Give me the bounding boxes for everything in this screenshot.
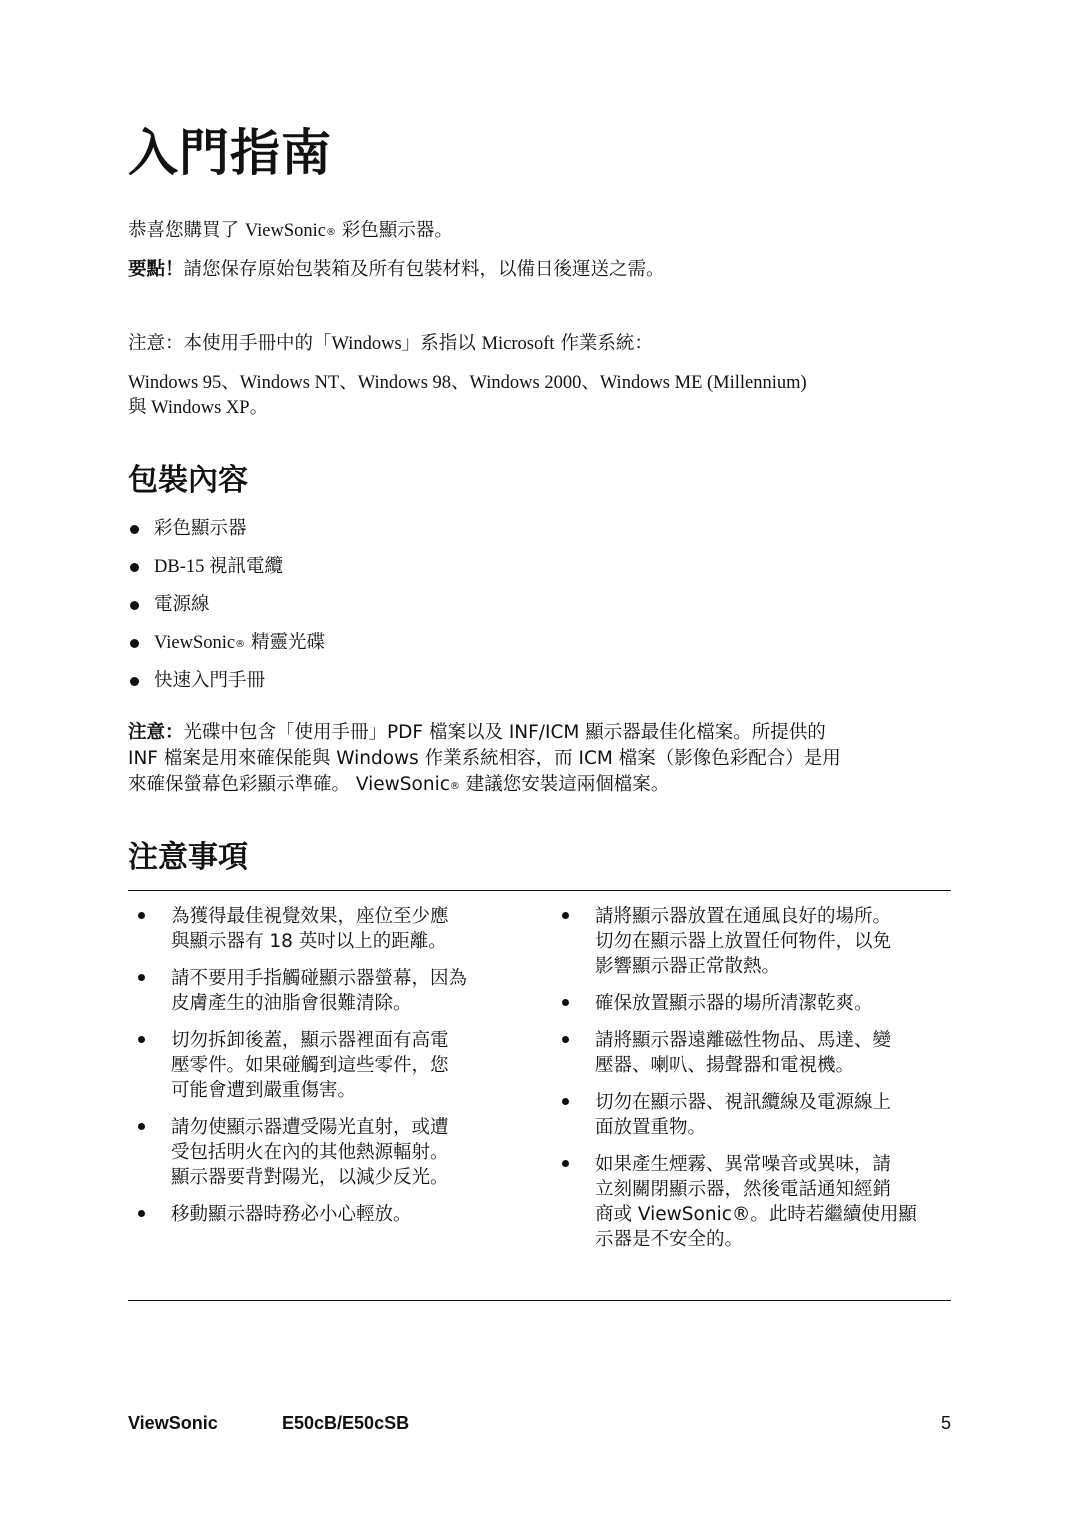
list-item: 如果產生煙霧、異常噪音或異味，請 立刻關閉顯示器，然後電話通知經銷 商或 ViewSonic®。此時若繼續使用顯 示器是不安全的。 [552, 1152, 951, 1252]
list-item [128, 592, 325, 630]
list-item: 請將顯示器放置在通風良好的場所。 切勿在顯示器上放置任何物件，以免 影響顯示器正常散熱。 [552, 904, 951, 979]
intro-note [128, 331, 951, 357]
precautions-right [552, 904, 951, 1264]
precautions-heading: 注意事項 [128, 840, 248, 875]
note-prefix: 注意：本使用手冊中的「 [128, 333, 332, 354]
list-item [128, 554, 325, 592]
item-text: ViewSonic [154, 633, 236, 653]
registered-mark: ® [326, 227, 336, 238]
intro-congrats [128, 218, 951, 244]
list-item [128, 630, 325, 668]
list-item [128, 668, 325, 706]
item-text: 彩色顯示器 [154, 518, 247, 539]
os-line-1: Windows 95、Windows NT、Windows 98、Windows 2000、Windows ME (Millennium) [128, 373, 807, 393]
list-item: 請勿使顯示器遭受陽光直射，或遭 受包括明火在內的其他熱源輻射。 顯示器要背對陽光，以減少反光。 [128, 1115, 533, 1190]
list-item: 為獲得最佳視覺效果，座位至少應 與顯示器有 18 英吋以上的距離。 [128, 904, 533, 954]
package-heading: 包裝內容 [128, 463, 248, 498]
list-item: 切勿在顯示器、視訊纜線及電源線上 面放置重物。 [552, 1090, 951, 1140]
precautions-left [128, 904, 533, 1239]
bottom-divider [128, 1300, 951, 1301]
intro-important [128, 257, 951, 283]
note-text: 來確保螢幕色彩顯示準確。 ViewSonic [128, 774, 450, 795]
item-suffix: 精靈光碟 [245, 632, 325, 653]
package-note-line-1 [128, 720, 951, 746]
item-text: 快速入門手冊 [154, 670, 266, 691]
page-title: 入門指南 [128, 124, 332, 182]
brand-text: ViewSonic [244, 221, 326, 241]
important-label: 要點！ [128, 259, 184, 280]
list-item: 確保放置顯示器的場所清潔乾爽。 [552, 991, 951, 1016]
page-footer [128, 1413, 951, 1437]
footer-model: E50cB/E50cSB [282, 1413, 410, 1433]
note-label: 注意： [128, 722, 184, 743]
package-list [128, 516, 325, 706]
top-divider [128, 890, 951, 891]
note-microsoft: Microsoft [481, 334, 555, 354]
package-note-line-2: INF 檔案是用來確保能與 Windows 作業系統相容，而 ICM 檔案（影像色彩配合）是用 [128, 748, 841, 769]
note-suffix: 作業系統： [554, 333, 653, 354]
congrats-suffix: 彩色顯示器。 [336, 220, 453, 241]
note-text: 光碟中包含「使用手冊」PDF 檔案以及 INF/ICM 顯示器最佳化檔案。所提供的 [183, 722, 826, 743]
list-item: 請不要用手指觸碰顯示器螢幕，因為 皮膚產生的油脂會很難清除。 [128, 966, 533, 1016]
list-item [128, 516, 325, 554]
congrats-text: 恭喜您購買了 [128, 220, 245, 241]
footer-brand: ViewSonic [128, 1413, 218, 1433]
registered-mark: ® [235, 639, 246, 650]
registered-mark: ® [449, 781, 460, 792]
list-item: 移動顯示器時務必小心輕放。 [128, 1202, 533, 1227]
list-item: 請將顯示器遠離磁性物品、馬達、變 壓器、喇叭、揚聲器和電視機。 [552, 1028, 951, 1078]
os-line-2: 與 Windows XP。 [128, 398, 269, 418]
package-note-line-3 [128, 772, 951, 798]
page-number: 5 [940, 1413, 951, 1433]
note-mid: 」系指以 [401, 333, 482, 354]
item-text: 電源線 [154, 594, 210, 615]
list-item: 切勿拆卸後蓋，顯示器裡面有高電 壓零件。如果碰觸到這些零件，您 可能會遭到嚴重傷害。 [128, 1028, 533, 1103]
note-text: 建議您安裝這兩個檔案。 [459, 774, 670, 795]
note-windows: Windows [331, 334, 402, 354]
item-text: DB-15 視訊電纜 [154, 557, 283, 577]
important-text: 請您保存原始包裝箱及所有包裝材料，以備日後運送之需。 [183, 259, 665, 280]
